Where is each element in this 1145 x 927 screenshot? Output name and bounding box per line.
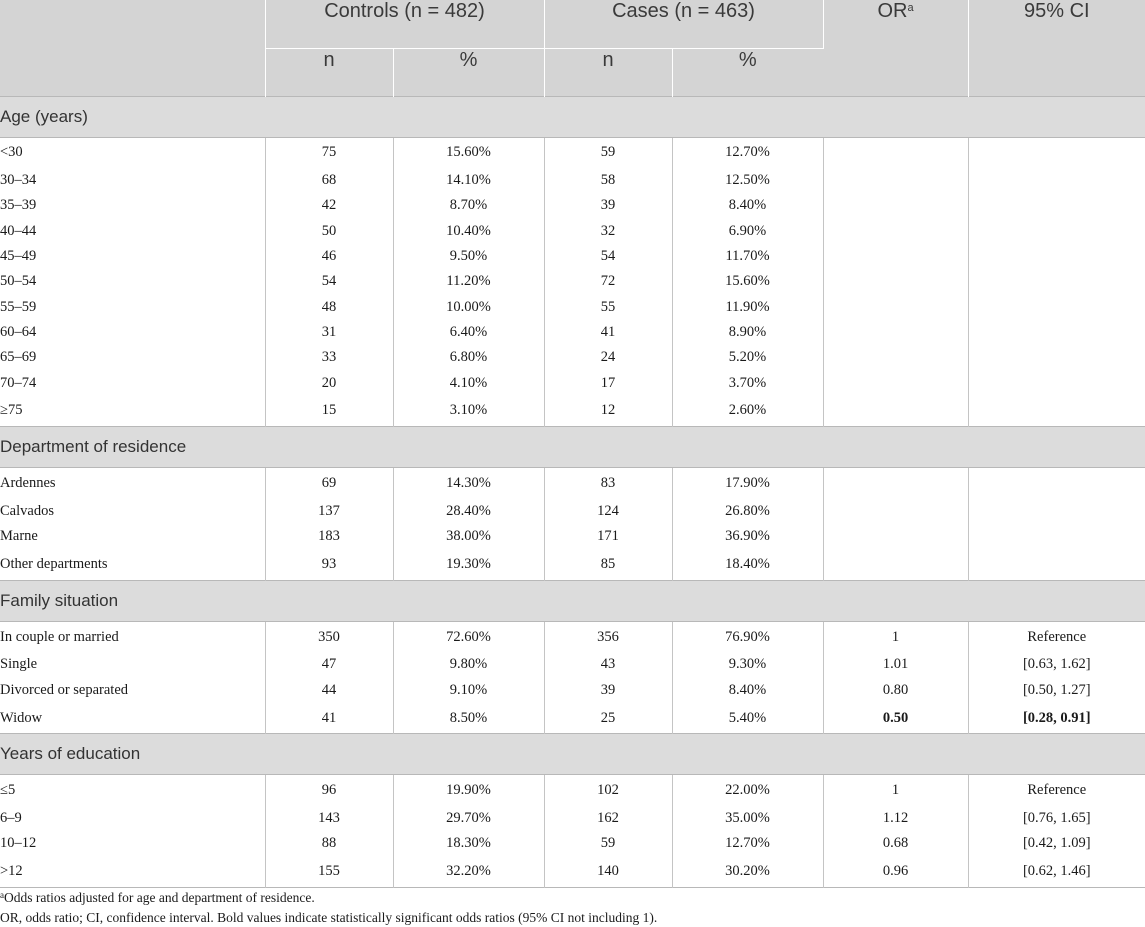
table-row xyxy=(0,703,1145,734)
row-label: >12 xyxy=(0,856,265,887)
cases-n: 59 xyxy=(544,137,672,168)
controls-n: 155 xyxy=(265,856,393,887)
confidence-interval xyxy=(968,345,1145,370)
row-label: Single xyxy=(0,652,265,677)
odds-ratio xyxy=(823,294,968,319)
odds-ratio: 1.01 xyxy=(823,652,968,677)
confidence-interval: [0.42, 1.09] xyxy=(1022,835,1091,852)
cases-n: 124 xyxy=(544,499,672,524)
confidence-interval xyxy=(968,370,1145,395)
cases-n: 41 xyxy=(544,320,672,345)
odds-ratio: 0.50 xyxy=(823,703,968,734)
controls-pct: 8.50% xyxy=(393,703,544,734)
header-cases-pct: % xyxy=(672,48,823,96)
confidence-interval xyxy=(968,168,1145,193)
controls-pct: 10.40% xyxy=(393,219,544,244)
controls-n: 47 xyxy=(265,652,393,677)
cases-pct: 5.20% xyxy=(672,345,823,370)
controls-pct: 72.60% xyxy=(393,621,544,652)
confidence-interval xyxy=(968,499,1145,524)
odds-ratio xyxy=(823,219,968,244)
header-cases: Cases (n = 463) xyxy=(544,0,823,48)
row-label: 60–64 xyxy=(0,320,265,345)
confidence-interval: [0.63, 1.62] xyxy=(1022,656,1091,673)
confidence-interval xyxy=(968,294,1145,319)
odds-ratio xyxy=(823,244,968,269)
controls-n: 41 xyxy=(265,703,393,734)
section-header-row xyxy=(0,580,1145,621)
confidence-interval xyxy=(968,320,1145,345)
row-label: Other departments xyxy=(0,549,265,580)
row-label: In couple or married xyxy=(0,621,265,652)
controls-pct: 3.10% xyxy=(393,396,544,427)
cases-n: 39 xyxy=(544,193,672,218)
cases-pct: 12.70% xyxy=(672,137,823,168)
table-row xyxy=(0,678,1145,703)
header-or-label: OR xyxy=(877,0,908,22)
controls-pct: 32.20% xyxy=(393,856,544,887)
odds-ratio: 1.12 xyxy=(823,806,968,831)
cases-n: 17 xyxy=(544,370,672,395)
cases-pct: 18.40% xyxy=(672,549,823,580)
controls-pct: 29.70% xyxy=(393,806,544,831)
table-row xyxy=(0,168,1145,193)
odds-ratio xyxy=(823,396,968,427)
odds-ratio xyxy=(823,320,968,345)
confidence-interval: [0.50, 1.27] xyxy=(1022,681,1091,698)
section-title: Department of residence xyxy=(0,427,1145,468)
cases-n: 83 xyxy=(544,468,672,499)
footnote-a-marker: a xyxy=(0,890,4,900)
controls-n: 20 xyxy=(265,370,393,395)
controls-n: 88 xyxy=(265,831,393,856)
confidence-interval: [0.62, 1.46] xyxy=(1022,863,1091,880)
confidence-interval xyxy=(968,193,1145,218)
odds-ratio xyxy=(823,549,968,580)
cases-pct: 9.30% xyxy=(672,652,823,677)
controls-pct: 9.10% xyxy=(393,678,544,703)
header-blank xyxy=(0,0,265,96)
odds-ratio xyxy=(823,370,968,395)
row-label: ≥75 xyxy=(0,396,265,427)
table-header xyxy=(0,0,1145,96)
row-label: 35–39 xyxy=(0,193,265,218)
row-label: 6–9 xyxy=(0,806,265,831)
section-header-row xyxy=(0,96,1145,137)
row-label: Ardennes xyxy=(0,468,265,499)
controls-pct: 9.50% xyxy=(393,244,544,269)
footnote-a xyxy=(0,890,1145,906)
controls-n: 69 xyxy=(265,468,393,499)
table-row xyxy=(0,549,1145,580)
controls-n: 50 xyxy=(265,219,393,244)
table-row xyxy=(0,652,1145,677)
footnote-a-text: Odds ratios adjusted for age and department of residence. xyxy=(4,890,315,905)
odds-ratio xyxy=(823,168,968,193)
controls-pct: 38.00% xyxy=(393,524,544,549)
cases-n: 72 xyxy=(544,269,672,294)
cases-n: 356 xyxy=(544,621,672,652)
header-controls: Controls (n = 482) xyxy=(265,0,544,48)
controls-pct: 6.40% xyxy=(393,320,544,345)
controls-pct: 14.30% xyxy=(393,468,544,499)
row-label: <30 xyxy=(0,137,265,168)
controls-n: 31 xyxy=(265,320,393,345)
confidence-interval: Reference xyxy=(1027,628,1087,645)
table-row xyxy=(0,137,1145,168)
cases-n: 32 xyxy=(544,219,672,244)
cases-pct: 12.50% xyxy=(672,168,823,193)
controls-pct: 4.10% xyxy=(393,370,544,395)
row-label: ≤5 xyxy=(0,775,265,806)
confidence-interval xyxy=(968,219,1145,244)
confidence-interval xyxy=(968,524,1145,549)
table-row xyxy=(0,499,1145,524)
row-label: 40–44 xyxy=(0,219,265,244)
table-row xyxy=(0,370,1145,395)
section-title: Family situation xyxy=(0,580,1145,621)
section-title: Age (years) xyxy=(0,96,1145,137)
controls-n: 93 xyxy=(265,549,393,580)
row-label: 55–59 xyxy=(0,294,265,319)
confidence-interval xyxy=(968,468,1145,499)
section-header-row xyxy=(0,427,1145,468)
confidence-interval xyxy=(968,244,1145,269)
cases-n: 58 xyxy=(544,168,672,193)
controls-n: 143 xyxy=(265,806,393,831)
odds-ratio xyxy=(823,468,968,499)
table-row xyxy=(0,806,1145,831)
cases-pct: 22.00% xyxy=(672,775,823,806)
cases-pct: 36.90% xyxy=(672,524,823,549)
controls-n: 44 xyxy=(265,678,393,703)
row-label: Marne xyxy=(0,524,265,549)
odds-ratio xyxy=(823,193,968,218)
cases-n: 55 xyxy=(544,294,672,319)
controls-n: 33 xyxy=(265,345,393,370)
table-row xyxy=(0,468,1145,499)
cases-pct: 8.40% xyxy=(672,193,823,218)
controls-pct: 9.80% xyxy=(393,652,544,677)
confidence-interval: [0.28, 0.91] xyxy=(1022,709,1091,726)
cases-pct: 6.90% xyxy=(672,219,823,244)
controls-pct: 10.00% xyxy=(393,294,544,319)
cases-pct: 76.90% xyxy=(672,621,823,652)
confidence-interval xyxy=(968,396,1145,427)
cases-pct: 26.80% xyxy=(672,499,823,524)
header-cases-n: n xyxy=(544,48,672,96)
confidence-interval xyxy=(968,549,1145,580)
header-or xyxy=(823,0,968,96)
table-row xyxy=(0,345,1145,370)
controls-n: 48 xyxy=(265,294,393,319)
footnote-abbreviations: OR, odds ratio; CI, confidence interval. Bold values indicate statistically significant odds ratios (95% CI not including 1). xyxy=(0,910,658,925)
controls-n: 15 xyxy=(265,396,393,427)
table-row xyxy=(0,396,1145,427)
controls-pct: 11.20% xyxy=(393,269,544,294)
confidence-interval xyxy=(968,269,1145,294)
cases-pct: 11.90% xyxy=(672,294,823,319)
cases-pct: 30.20% xyxy=(672,856,823,887)
table-row xyxy=(0,856,1145,887)
odds-ratio xyxy=(823,137,968,168)
header-controls-pct: % xyxy=(393,48,544,96)
controls-n: 96 xyxy=(265,775,393,806)
odds-ratio xyxy=(823,499,968,524)
odds-ratio: 1 xyxy=(823,775,968,806)
table-row xyxy=(0,831,1145,856)
row-label: Divorced or separated xyxy=(0,678,265,703)
controls-pct: 18.30% xyxy=(393,831,544,856)
cases-n: 12 xyxy=(544,396,672,427)
section-title: Years of education xyxy=(0,734,1145,775)
odds-ratio: 0.68 xyxy=(823,831,968,856)
controls-n: 350 xyxy=(265,621,393,652)
table-body xyxy=(0,96,1145,887)
controls-pct: 15.60% xyxy=(393,137,544,168)
cases-pct: 3.70% xyxy=(672,370,823,395)
odds-ratio xyxy=(823,269,968,294)
row-label: 65–69 xyxy=(0,345,265,370)
table-row xyxy=(0,294,1145,319)
table-row xyxy=(0,775,1145,806)
confidence-interval: [0.76, 1.65] xyxy=(1022,810,1091,826)
odds-ratio xyxy=(823,345,968,370)
controls-n: 42 xyxy=(265,193,393,218)
table-row xyxy=(0,219,1145,244)
confidence-interval: Reference xyxy=(1027,782,1087,799)
header-ci: 95% CI xyxy=(968,0,1145,96)
controls-pct: 14.10% xyxy=(393,168,544,193)
row-label: Calvados xyxy=(0,499,265,524)
table-row xyxy=(0,193,1145,218)
header-or-superscript: a xyxy=(907,2,914,14)
table-row xyxy=(0,269,1145,294)
odds-ratio xyxy=(823,524,968,549)
cases-n: 43 xyxy=(544,652,672,677)
cases-n: 162 xyxy=(544,806,672,831)
odds-ratio: 0.96 xyxy=(823,856,968,887)
cases-n: 102 xyxy=(544,775,672,806)
row-label: Widow xyxy=(0,703,265,734)
controls-n: 54 xyxy=(265,269,393,294)
odds-ratio: 1 xyxy=(823,621,968,652)
table-row xyxy=(0,524,1145,549)
cases-n: 39 xyxy=(544,678,672,703)
cases-pct: 5.40% xyxy=(672,703,823,734)
table-row xyxy=(0,320,1145,345)
cases-pct: 8.40% xyxy=(672,678,823,703)
cases-pct: 8.90% xyxy=(672,320,823,345)
cases-n: 59 xyxy=(544,831,672,856)
controls-pct: 19.90% xyxy=(393,775,544,806)
table-row xyxy=(0,244,1145,269)
controls-n: 68 xyxy=(265,168,393,193)
cases-n: 24 xyxy=(544,345,672,370)
cases-pct: 15.60% xyxy=(672,269,823,294)
cases-pct: 12.70% xyxy=(672,831,823,856)
row-label: 50–54 xyxy=(0,269,265,294)
cases-n: 171 xyxy=(544,524,672,549)
table-row xyxy=(0,621,1145,652)
header-controls-n: n xyxy=(265,48,393,96)
cases-n: 25 xyxy=(544,703,672,734)
cases-pct: 17.90% xyxy=(672,468,823,499)
controls-n: 46 xyxy=(265,244,393,269)
cases-pct: 2.60% xyxy=(672,396,823,427)
cases-pct: 11.70% xyxy=(672,244,823,269)
section-header-row xyxy=(0,734,1145,775)
controls-n: 137 xyxy=(265,499,393,524)
controls-pct: 19.30% xyxy=(393,549,544,580)
row-label: 30–34 xyxy=(0,168,265,193)
controls-pct: 6.80% xyxy=(393,345,544,370)
cases-pct: 35.00% xyxy=(672,806,823,831)
confidence-interval xyxy=(968,137,1145,168)
controls-pct: 8.70% xyxy=(393,193,544,218)
row-label: 10–12 xyxy=(0,831,265,856)
odds-ratio: 0.80 xyxy=(823,678,968,703)
cases-n: 54 xyxy=(544,244,672,269)
row-label: 70–74 xyxy=(0,370,265,395)
controls-pct: 28.40% xyxy=(393,499,544,524)
controls-n: 75 xyxy=(265,137,393,168)
controls-n: 183 xyxy=(265,524,393,549)
row-label: 45–49 xyxy=(0,244,265,269)
cases-n: 85 xyxy=(544,549,672,580)
cases-n: 140 xyxy=(544,856,672,887)
